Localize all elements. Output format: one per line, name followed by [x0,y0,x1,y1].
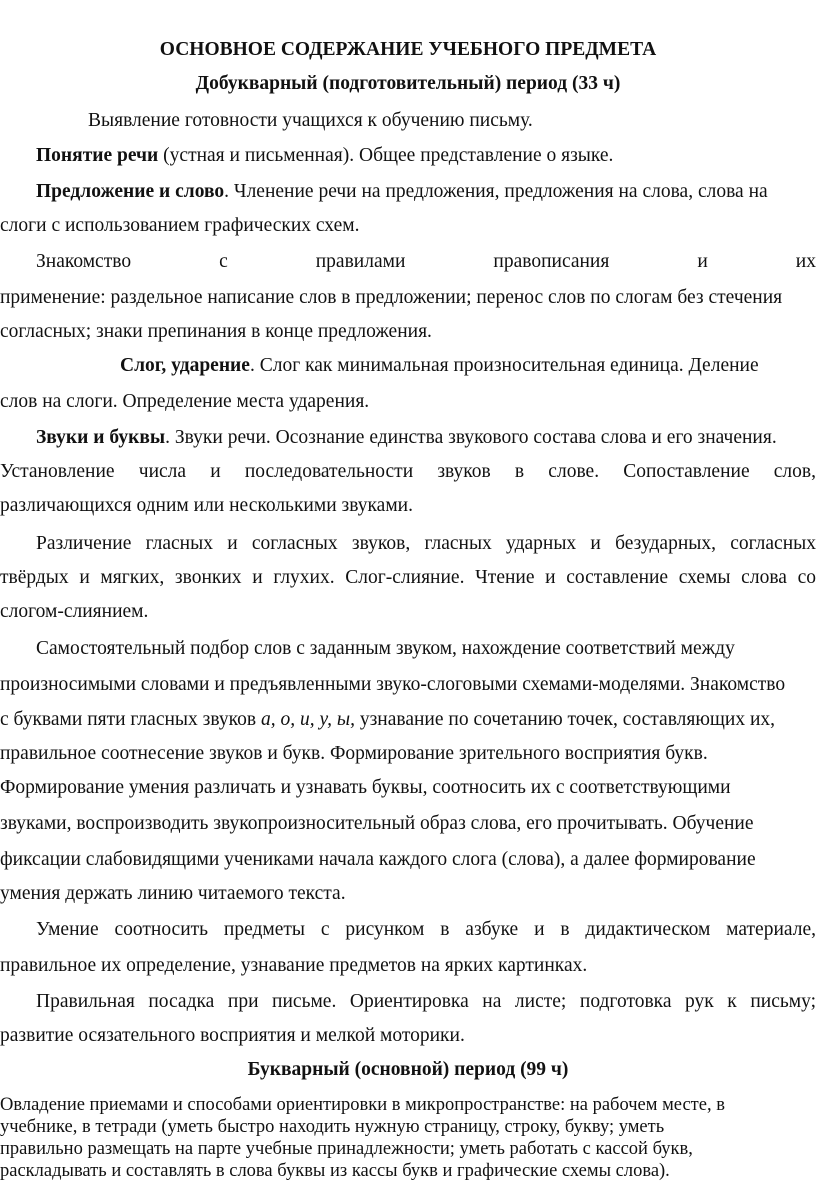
section-heading-bukvar: Букварный (основной) период (99 ч) [247,1059,569,1080]
paragraph-sounds-line1: Звуки и буквы. Звуки речи. Осознание единства звукового состава слова и его значения. [36,427,777,448]
paragraph-selection-line4: правильное соотнесение звуков и букв. Формирование зрительного восприятия букв. [0,743,708,764]
paragraph-posture-line2: развитие осязательного восприятия и мелкой моторики. [0,1025,465,1046]
paragraph-sounds-line2: Установление числа и последовательности звуков в слове. Сопоставление слов, [0,461,816,482]
section-heading-prebukvar: Добукварный (подготовительный) период (33 ч) [195,73,621,94]
paragraph-syllable-line2: слов на слоги. Определение места ударения. [0,391,370,412]
paragraph-orientation-line4: раскладывать и составлять в слова буквы из кассы букв и графические схемы слова). [0,1161,670,1181]
paragraph-pictures-line2: правильное их определение, узнавание предметов на ярких картинках. [0,955,588,976]
paragraph-selection-line5: Формирование умения различать и узнавать буквы, соотносить их с соответствующими [0,777,731,798]
paragraph-selection-line8: умения держать линию читаемого текста. [0,883,346,904]
paragraph-readiness: Выявление готовности учащихся к обучению письму. [88,110,533,131]
paragraph-selection-line2: произносимыми словами и предъявленными звуко-слоговыми схемами-моделями. Знакомство [0,674,786,695]
page-title: ОСНОВНОЕ СОДЕРЖАНИЕ УЧЕБНОГО ПРЕДМЕТА [159,39,657,60]
paragraph-selection-line3: с буквами пяти гласных звуков а, о, и, у, ы, узнавание по сочетанию точек, составляющих их, [0,709,776,730]
paragraph-orientation-line2: учебнике, в тетради (уметь быстро находить нужную страницу, строку, букву; уметь [0,1117,665,1137]
paragraph-rules-line1: Знакомство с правилами правописания и их [36,251,816,272]
paragraph-selection-line6: звуками, воспроизводить звукопроизносительный образ слова, его прочитывать. Обучение [0,813,754,834]
paragraph-distinguish-line3: слогом-слиянием. [0,601,149,622]
paragraph-pictures-line1: Умение соотносить предметы с рисунком в азбуке и в дидактическом материале, [36,919,816,940]
paragraph-distinguish-line2: твёрдых и мягких, звонких и глухих. Слог-слияние. Чтение и составление схемы слова со [0,567,816,588]
paragraph-orientation-line3: правильно размещать на парте учебные принадлежности; уметь работать с кассой букв, [0,1139,693,1159]
paragraph-rules-line2: применение: раздельное написание слов в предложении; перенос слов по слогам без стечения [0,287,783,308]
paragraph-selection-line1: Самостоятельный подбор слов с заданным звуком, нахождение соответствий между [36,638,735,659]
paragraph-posture-line1: Правильная посадка при письме. Ориентировка на листе; подготовка рук к письму; [36,991,816,1012]
paragraph-selection-line7: фиксации слабовидящими учениками начала каждого слога (слова), а далее формирование [0,849,756,870]
paragraph-sentence-word-line2: слоги с использованием графических схем. [0,215,360,236]
paragraph-orientation-line1: Овладение приемами и способами ориентировки в микропространстве: на рабочем месте, в [0,1095,725,1115]
paragraph-rules-line3: согласных; знаки препинания в конце предложения. [0,321,432,342]
paragraph-sounds-line3: различающихся одним или несколькими звуками. [0,495,413,516]
paragraph-syllable-line1: Слог, ударение. Слог как минимальная произносительная единица. Деление [120,355,759,376]
paragraph-distinguish-line1: Различение гласных и согласных звуков, гласных ударных и безударных, согласных [36,533,816,554]
paragraph-speech-concept: Понятие речи (устная и письменная). Общее представление о языке. [36,145,614,166]
paragraph-sentence-word-line1: Предложение и слово. Членение речи на предложения, предложения на слова, слова на [36,181,768,202]
